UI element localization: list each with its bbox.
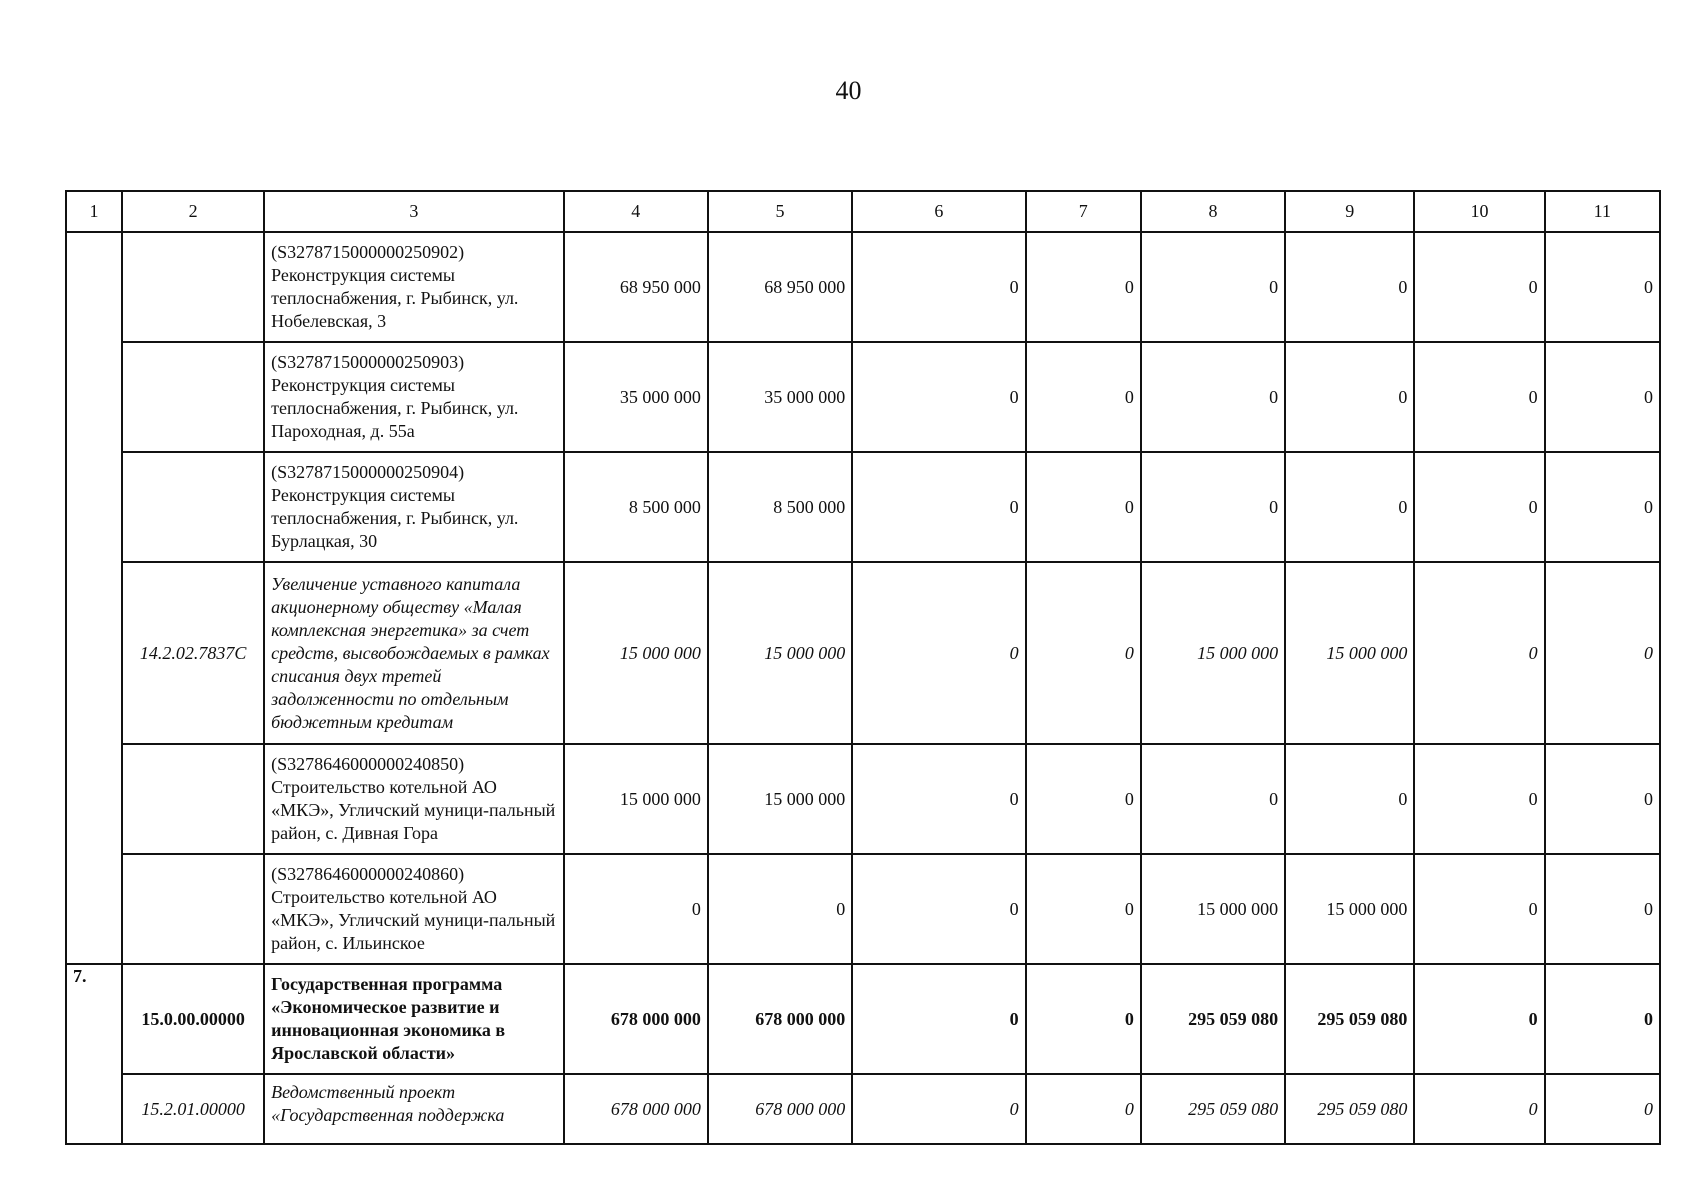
code-cell: 15.0.00.00000 — [122, 964, 264, 1074]
column-number: 4 — [564, 191, 708, 232]
value-cell: 0 — [1141, 452, 1285, 562]
value-cell: 15 000 000 — [708, 744, 852, 854]
value-cell: 678 000 000 — [708, 1074, 852, 1144]
value-cell: 15 000 000 — [708, 562, 852, 744]
table-row — [66, 1074, 1660, 1144]
value-cell: 0 — [1026, 342, 1141, 452]
value-cell: 0 — [1285, 744, 1414, 854]
value-cell: 678 000 000 — [708, 964, 852, 1074]
value-cell: 0 — [1545, 964, 1660, 1074]
value-cell: 8 500 000 — [708, 452, 852, 562]
value-cell: 0 — [1414, 562, 1544, 744]
value-cell: 0 — [1285, 232, 1414, 342]
code-cell — [122, 342, 264, 452]
value-cell: 0 — [1545, 854, 1660, 964]
name-cell: (S3278646000000240860) Строительство котельной АО «МКЭ», Угличский муници-пальный район, с. Ильинское — [264, 854, 563, 964]
value-cell: 0 — [852, 342, 1025, 452]
code-cell — [122, 452, 264, 562]
value-cell: 0 — [1545, 562, 1660, 744]
value-cell: 0 — [1414, 452, 1544, 562]
column-number: 11 — [1545, 191, 1660, 232]
table-row — [66, 854, 1660, 964]
index-cell — [66, 232, 122, 964]
code-cell — [122, 854, 264, 964]
value-cell: 68 950 000 — [564, 232, 708, 342]
value-cell: 0 — [1026, 854, 1141, 964]
value-cell: 15 000 000 — [1141, 562, 1285, 744]
value-cell: 0 — [564, 854, 708, 964]
value-cell: 0 — [852, 854, 1025, 964]
table-row — [66, 744, 1660, 854]
column-number: 10 — [1414, 191, 1544, 232]
table-row — [66, 964, 1660, 1074]
value-cell: 0 — [852, 232, 1025, 342]
value-cell: 0 — [1285, 452, 1414, 562]
name-cell: (S3278715000000250904) Реконструкция системы теплоснабжения, г. Рыбинск, ул. Бурлацкая, 30 — [264, 452, 563, 562]
value-cell: 0 — [1545, 452, 1660, 562]
column-number: 7 — [1026, 191, 1141, 232]
column-number: 2 — [122, 191, 264, 232]
value-cell: 678 000 000 — [564, 1074, 708, 1144]
table-row — [66, 562, 1660, 744]
name-cell: Государственная программа «Экономическое развитие и инновационная экономика в Ярославской области» — [264, 964, 563, 1074]
value-cell: 0 — [1414, 964, 1544, 1074]
value-cell: 0 — [1545, 232, 1660, 342]
table-row — [66, 342, 1660, 452]
name-cell: (S3278646000000240850) Строительство котельной АО «МКЭ», Угличский муници-пальный район, с. Дивная Гора — [264, 744, 563, 854]
column-number: 8 — [1141, 191, 1285, 232]
value-cell: 0 — [1414, 744, 1544, 854]
value-cell: 0 — [1026, 1074, 1141, 1144]
column-number: 3 — [264, 191, 563, 232]
value-cell: 0 — [1545, 1074, 1660, 1144]
value-cell: 15 000 000 — [1141, 854, 1285, 964]
column-number: 6 — [852, 191, 1025, 232]
value-cell: 0 — [1414, 232, 1544, 342]
code-cell: 15.2.01.00000 — [122, 1074, 264, 1144]
value-cell: 0 — [1026, 452, 1141, 562]
value-cell: 35 000 000 — [708, 342, 852, 452]
value-cell: 0 — [1545, 342, 1660, 452]
code-cell — [122, 744, 264, 854]
value-cell: 0 — [1414, 342, 1544, 452]
value-cell: 0 — [852, 744, 1025, 854]
code-cell: 14.2.02.7837С — [122, 562, 264, 744]
name-cell: (S3278715000000250902) Реконструкция системы теплоснабжения, г. Рыбинск, ул. Нобелевская, 3 — [264, 232, 563, 342]
value-cell: 0 — [1026, 562, 1141, 744]
budget-table — [65, 190, 1661, 1145]
table-row — [66, 232, 1660, 342]
column-number: 9 — [1285, 191, 1414, 232]
table-row — [66, 452, 1660, 562]
index-cell: 7. — [66, 964, 122, 1144]
value-cell: 295 059 080 — [1141, 964, 1285, 1074]
value-cell: 0 — [1026, 964, 1141, 1074]
value-cell: 0 — [1026, 744, 1141, 854]
value-cell: 0 — [708, 854, 852, 964]
value-cell: 0 — [1141, 342, 1285, 452]
name-cell: Увеличение уставного капитала акционерному обществу «Малая комплексная энергетика» за счет средств, высвобождаемых в рамках списания двух третей задолженности по отдельным бюджетным кредитам — [264, 562, 563, 744]
value-cell: 295 059 080 — [1285, 1074, 1414, 1144]
value-cell: 295 059 080 — [1141, 1074, 1285, 1144]
code-cell — [122, 232, 264, 342]
value-cell: 0 — [852, 452, 1025, 562]
value-cell: 295 059 080 — [1285, 964, 1414, 1074]
value-cell: 15 000 000 — [564, 744, 708, 854]
value-cell: 35 000 000 — [564, 342, 708, 452]
value-cell: 15 000 000 — [1285, 562, 1414, 744]
value-cell: 0 — [1141, 744, 1285, 854]
value-cell: 0 — [1545, 744, 1660, 854]
value-cell: 0 — [852, 1074, 1025, 1144]
column-number: 1 — [66, 191, 122, 232]
value-cell: 0 — [1026, 232, 1141, 342]
value-cell: 678 000 000 — [564, 964, 708, 1074]
value-cell: 0 — [1141, 232, 1285, 342]
value-cell: 8 500 000 — [564, 452, 708, 562]
value-cell: 0 — [852, 964, 1025, 1074]
value-cell: 0 — [1414, 854, 1544, 964]
page-number: 40 — [835, 76, 862, 105]
value-cell: 68 950 000 — [708, 232, 852, 342]
name-cell: Ведомственный проект «Государственная поддержка — [264, 1074, 563, 1144]
value-cell: 0 — [1414, 1074, 1544, 1144]
value-cell: 0 — [852, 562, 1025, 744]
column-number-row — [66, 191, 1660, 232]
value-cell: 15 000 000 — [1285, 854, 1414, 964]
value-cell: 15 000 000 — [564, 562, 708, 744]
column-number: 5 — [708, 191, 852, 232]
name-cell: (S3278715000000250903) Реконструкция системы теплоснабжения, г. Рыбинск, ул. Пароходная, д. 55а — [264, 342, 563, 452]
value-cell: 0 — [1285, 342, 1414, 452]
